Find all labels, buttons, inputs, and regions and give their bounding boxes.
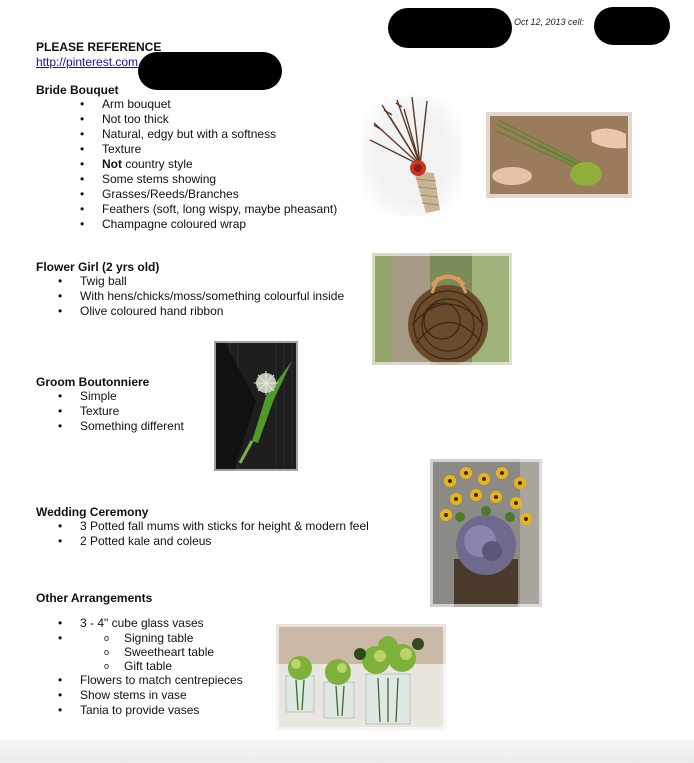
groom-boutonniere-title: Groom Boutonniere (36, 375, 150, 389)
list-item: • Some stems showing (102, 172, 337, 187)
emphasis-text: Not (102, 157, 122, 171)
sub-list-item: o • Signing table (80, 631, 243, 645)
wedding-ceremony-title: Wedding Ceremony (36, 505, 149, 519)
list-item: • Grasses/Reeds/Branches (102, 187, 337, 202)
list-item: • With hens/chicks/moss/something colourful inside (80, 289, 344, 304)
sub-list (80, 631, 243, 673)
list-item: • Feathers (soft, long wispy, maybe pheasant) (102, 202, 337, 217)
list-item: • Show stems in vase (80, 688, 243, 703)
groom-boutonniere-list (80, 389, 184, 434)
list-item: • Something different (80, 419, 184, 434)
redaction-mark-name (388, 8, 512, 48)
flower-girl-list (80, 274, 344, 319)
sub-list-item: o Gift table (80, 659, 243, 673)
reference-title: PLEASE REFERENCE (36, 40, 162, 54)
list-item: • Natural, edgy but with a softness (102, 127, 337, 142)
pinterest-link[interactable]: http://pinterest.com (36, 55, 139, 69)
list-item-text: country style (122, 157, 193, 171)
list-item: • Not too thick (102, 112, 337, 127)
list-item (102, 157, 337, 172)
twig-bouquet-photo (362, 95, 462, 217)
sub-list-container (80, 631, 243, 673)
bride-bouquet-list (102, 97, 337, 232)
other-arrangements-title: Other Arrangements (36, 591, 153, 605)
wedding-ceremony-list (80, 519, 369, 549)
list-item: • 2 Potted kale and coleus (80, 534, 369, 549)
header-date: Oct 12, 2013 cell: (514, 17, 585, 27)
list-item: • 3 - 4" cube glass vases (80, 616, 243, 631)
redaction-mark-phone (594, 7, 670, 45)
list-item: • Arm bouquet (102, 97, 337, 112)
list-item: • 3 Potted fall mums with sticks for height & modern feel (80, 519, 369, 534)
viewer-bottom-band (0, 740, 694, 763)
list-item: • Simple (80, 389, 184, 404)
list-item: • Tania to provide vases (80, 703, 243, 718)
redaction-mark-link (138, 52, 282, 90)
list-item: • Olive coloured hand ribbon (80, 304, 344, 319)
sub-list-item: o Sweetheart table (80, 645, 243, 659)
boutonniere-photo (214, 341, 298, 471)
twig-ball-photo (372, 253, 512, 365)
other-arrangements-list (80, 616, 243, 718)
list-item: • Texture (102, 142, 337, 157)
list-item: • Champagne coloured wrap (102, 217, 337, 232)
potted-mums-kale-photo (430, 459, 542, 607)
list-item: • Texture (80, 404, 184, 419)
list-item: • Flowers to match centrepieces (80, 673, 243, 688)
flower-girl-title: Flower Girl (2 yrs old) (36, 260, 160, 274)
cube-vases-photo (276, 624, 446, 730)
list-item: • Twig ball (80, 274, 344, 289)
grass-bouquet-hands-photo (486, 112, 632, 198)
bride-bouquet-title: Bride Bouquet (36, 83, 119, 97)
